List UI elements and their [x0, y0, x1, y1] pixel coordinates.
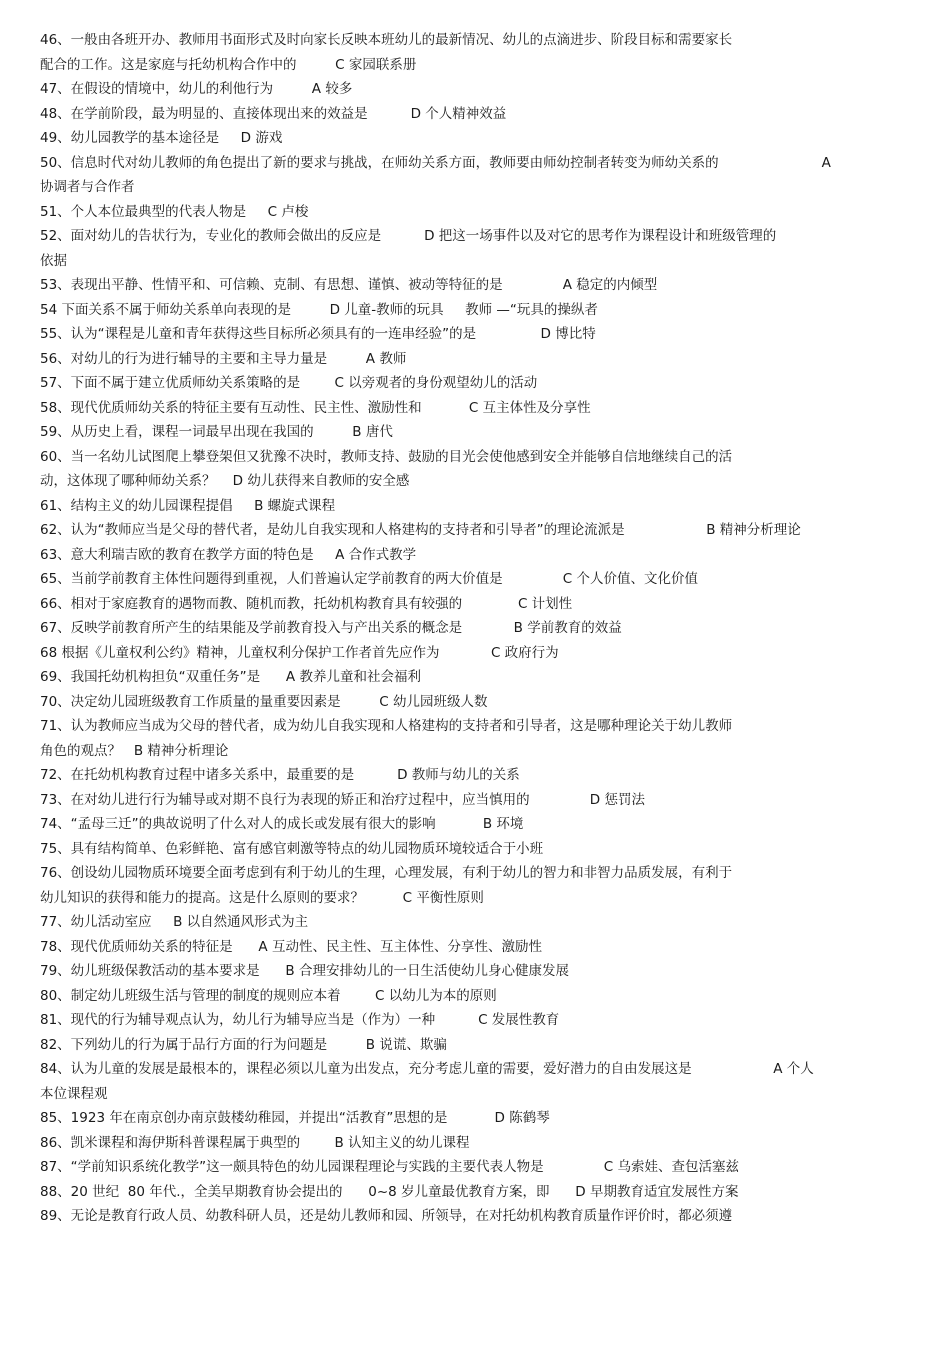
question-line: 80、制定幼儿班级生活与管理的制度的规则应本着 C 以幼儿为本的原则 [40, 987, 497, 1004]
question-line: 55、认为“课程是儿童和青年获得这些目标所必须具有的一连串经验”的是 D 博比特 [40, 326, 596, 342]
question-line: 53、表现出平静、性情平和、可信赖、克制、有思想、谨慎、被动等特征的是 A 稳定的内倾型 [40, 277, 658, 293]
question-line: 72、在托幼机构教育过程中诸多关系中，最重要的是 D 教师与幼儿的关系 [40, 767, 520, 783]
question-item [40, 543, 910, 568]
question-item [40, 567, 910, 592]
question-line: 84、认为儿童的发展是最根本的，课程必须以儿童为出发点，充分考虑儿童的需要，爱好潜力的自由发展这是 A 个人 [40, 1061, 814, 1077]
question-line: 52、面对幼儿的告状行为，专业化的教师会做出的反应是 D 把这一场事件以及对它的思考作为课程设计和班级管理的 [40, 228, 777, 244]
question-line: 56、对幼儿的行为进行辅导的主要和主导力量是 A 教师 [40, 350, 407, 367]
question-item [40, 28, 910, 77]
question-item [40, 984, 910, 1009]
question-line: 67、反映学前教育所产生的结果能及学前教育投入与产出关系的概念是 B 学前教育的效益 [40, 620, 622, 636]
question-item [40, 665, 910, 690]
question-line: 57、下面不属于建立优质师幼关系策略的是 C 以旁观者的身份观望幼儿的活动 [40, 375, 538, 391]
question-line: 61、结构主义的幼儿园课程提倡 B 螺旋式课程 [40, 497, 336, 514]
question-item [40, 420, 910, 445]
question-line: 动，这体现了哪种师幼关系？ D 幼儿获得来自教师的安全感 [40, 473, 410, 489]
question-line: 82、下列幼儿的行为属于品行方面的行为问题是 B 说谎、欺骗 [40, 1036, 447, 1053]
question-item [40, 1131, 910, 1156]
question-line: 79、幼儿班级保教活动的基本要求是 B 合理安排幼儿的一日生活使幼儿身心健康发展 [40, 963, 569, 979]
question-line: 66、相对于家庭教育的遇物而教、随机而教，托幼机构教育具有较强的 C 计划性 [40, 595, 573, 612]
question-item [40, 910, 910, 935]
question-line: 78、现代优质师幼关系的特征是 A 互动性、民主性、互主体性、分享性、激励性 [40, 938, 542, 955]
question-line: 74、“孟母三迁”的典故说明了什么对人的成长或发展有很大的影响 B 环境 [40, 816, 524, 832]
question-line: 69、我国托幼机构担负“双重任务”是 A 教养儿童和社会福利 [40, 669, 421, 685]
question-line: 50、信息时代对幼儿教师的角色提出了新的要求与挑战，在师幼关系方面，教师要由师幼控制者转变为师幼关系的 A [40, 154, 831, 171]
question-item [40, 690, 910, 715]
question-line: 75、具有结构简单、色彩鲜艳、富有感官刺激等特点的幼儿园物质环境较适合于小班 [40, 840, 544, 857]
question-line: 幼儿知识的获得和能力的提高。这是什么原则的要求？ C 平衡性原则 [40, 889, 484, 906]
question-line: 依据 [40, 252, 67, 269]
question-line: 48、在学前阶段，最为明显的、直接体现出来的效益是 D 个人精神效益 [40, 105, 507, 122]
question-item [40, 371, 910, 396]
question-line: 59、从历史上看，课程一词最早出现在我国的 B 唐代 [40, 424, 393, 440]
question-line: 70、决定幼儿园班级教育工作质量的量重要因素是 C 幼儿园班级人数 [40, 693, 488, 710]
question-item [40, 763, 910, 788]
question-line: 71、认为教师应当成为父母的替代者，成为幼儿自我实现和人格建构的支持者和引导者，这是哪种理论关于幼儿教师 [40, 718, 733, 734]
question-item [40, 102, 910, 127]
question-item [40, 641, 910, 666]
question-line: 73、在对幼儿进行行为辅导或对期不良行为表现的矫正和治疗过程中，应当慎用的 D 惩罚法 [40, 791, 645, 808]
question-line: 86、凯米课程和海伊斯科普课程属于典型的 B 认知主义的幼儿课程 [40, 1134, 470, 1151]
question-item [40, 151, 910, 200]
question-line: 54 下面关系不属于师幼关系单向表现的是 D 儿童-教师的玩具 教师 —“玩具的操纵者 [40, 301, 598, 318]
question-item [40, 1106, 910, 1131]
question-item [40, 322, 910, 347]
question-line: 88、20 世纪 80 年代.，全美早期教育协会提出的 0~8 岁儿童最优教育方案，即 D 早期教育适宜发展性方案 [40, 1183, 739, 1200]
question-item [40, 347, 910, 372]
question-item [40, 812, 910, 837]
question-line: 47、在假设的情境中，幼儿的利他行为 A 较多 [40, 81, 353, 97]
question-line: 51、个人本位最典型的代表人物是 C 卢梭 [40, 203, 309, 220]
question-item [40, 518, 910, 543]
question-line: 77、幼儿活动室应 B 以自然通风形式为主 [40, 914, 309, 930]
question-item [40, 861, 910, 910]
question-line: 49、幼儿园教学的基本途径是 D 游戏 [40, 130, 283, 146]
question-item [40, 592, 910, 617]
question-item [40, 1155, 910, 1180]
question-item [40, 1057, 910, 1106]
question-line: 60、当一名幼儿试图爬上攀登架但又犹豫不决时，教师支持、鼓励的目光会使他感到安全并能够自信地继续自己的活 [40, 448, 733, 465]
question-item [40, 77, 910, 102]
question-line: 81、现代的行为辅导观点认为，幼儿行为辅导应当是（作为）一种 C 发展性教育 [40, 1012, 560, 1028]
question-item [40, 224, 910, 273]
question-item [40, 445, 910, 494]
question-item [40, 1204, 910, 1229]
question-item [40, 1180, 910, 1205]
question-item [40, 1033, 910, 1058]
question-line: 本位课程观 [40, 1085, 108, 1102]
question-item [40, 126, 910, 151]
question-line: 配合的工作。这是家庭与托幼机构合作中的 C 家园联系册 [40, 56, 417, 73]
question-item [40, 788, 910, 813]
question-line: 89、无论是教育行政人员、幼教科研人员，还是幼儿教师和园、所领导，在对托幼机构教育质量作评价时，都必须遵 [40, 1208, 733, 1224]
question-item [40, 1008, 910, 1033]
question-item [40, 935, 910, 960]
question-item [40, 494, 910, 519]
question-item [40, 200, 910, 225]
question-item [40, 298, 910, 323]
question-line: 76、创设幼儿园物质环境要全面考虑到有利于幼儿的生理，心理发展，有利于幼儿的智力和非智力品质发展，有利于 [40, 865, 733, 881]
question-line: 85、1923 年在南京创办南京鼓楼幼稚园，并提出“活教育”思想的是 D 陈鹤琴 [40, 1110, 550, 1126]
question-item [40, 959, 910, 984]
question-line: 角色的观点？ B 精神分析理论 [40, 742, 229, 759]
question-line: 62、认为“教师应当是父母的替代者，是幼儿自我实现和人格建构的支持者和引导者”的理论流派是 B 精神分析理论 [40, 522, 801, 538]
question-line: 63、意大利瑞吉欧的教育在教学方面的特色是 A 合作式教学 [40, 546, 417, 563]
question-line: 58、现代优质师幼关系的特征主要有互动性、民主性、激励性和 C 互主体性及分享性 [40, 399, 591, 416]
question-line: 协调者与合作者 [40, 179, 135, 195]
question-item [40, 273, 910, 298]
question-line: 65、当前学前教育主体性问题得到重视，人们普遍认定学前教育的两大价值是 C 个人价值、文化价值 [40, 571, 698, 587]
document-page [40, 28, 910, 1229]
question-item [40, 714, 910, 763]
question-item [40, 396, 910, 421]
question-line: 87、“学前知识系统化教学”这一颇具特色的幼儿园课程理论与实践的主要代表人物是 C 乌索娃、查包活塞兹 [40, 1159, 739, 1175]
question-item [40, 616, 910, 641]
question-item [40, 837, 910, 862]
question-line: 46、一般由各班开办、教师用书面形式及时向家长反映本班幼儿的最新情况、幼儿的点滴进步、阶段目标和需要家长 [40, 32, 733, 48]
question-line: 68 根据《儿童权利公约》精神，儿童权利分保护工作者首先应作为 C 政府行为 [40, 644, 559, 661]
